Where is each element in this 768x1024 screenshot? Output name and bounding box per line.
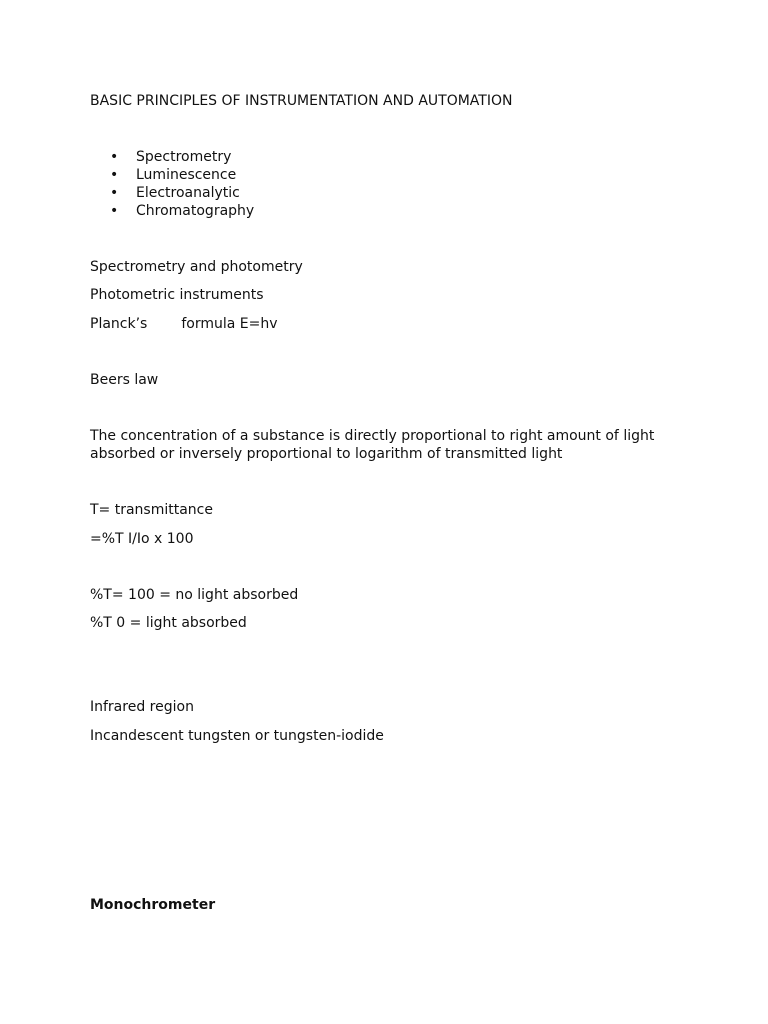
list-item xyxy=(110,166,254,184)
topic-list xyxy=(110,148,254,220)
bullet-icon: • xyxy=(110,185,119,201)
bullet-icon: • xyxy=(110,149,119,165)
section-heading-spectrometry: Spectrometry and photometry xyxy=(90,259,303,275)
list-item-label: Electroanalytic xyxy=(136,185,240,201)
beers-law-definition: The concentration of a substance is directly proportional to right amount of light absorbed or inversely proportional to logarithm of transmitted light xyxy=(90,428,655,462)
text-t100: %T= 100 = no light absorbed xyxy=(90,587,299,603)
transmittance-definition: T= transmittance xyxy=(90,502,213,518)
planck-formula: formula E=hv xyxy=(181,316,278,332)
list-item xyxy=(110,202,254,220)
beers-law-heading: Beers law xyxy=(90,372,159,388)
list-item xyxy=(110,184,254,202)
transmittance-formula: =%T I/Io x 100 xyxy=(90,531,194,547)
document-title: BASIC PRINCIPLES OF INSTRUMENTATION AND AUTOMATION xyxy=(90,93,513,109)
text-photometric-instruments: Photometric instruments xyxy=(90,287,264,303)
list-item xyxy=(110,148,254,166)
infrared-region-heading: Infrared region xyxy=(90,699,194,715)
list-item-label: Chromatography xyxy=(136,203,255,219)
planck-formula-line xyxy=(90,315,278,333)
planck-label: Planck’s xyxy=(90,316,148,332)
bullet-icon: • xyxy=(110,167,119,183)
list-item-label: Spectrometry xyxy=(136,149,232,165)
text-incandescent: Incandescent tungsten or tungsten-iodide xyxy=(90,728,384,744)
monochrometer-heading: Monochrometer xyxy=(90,897,216,913)
list-item-label: Luminescence xyxy=(136,167,237,183)
bullet-icon: • xyxy=(110,203,119,219)
text-t0: %T 0 = light absorbed xyxy=(90,615,247,631)
